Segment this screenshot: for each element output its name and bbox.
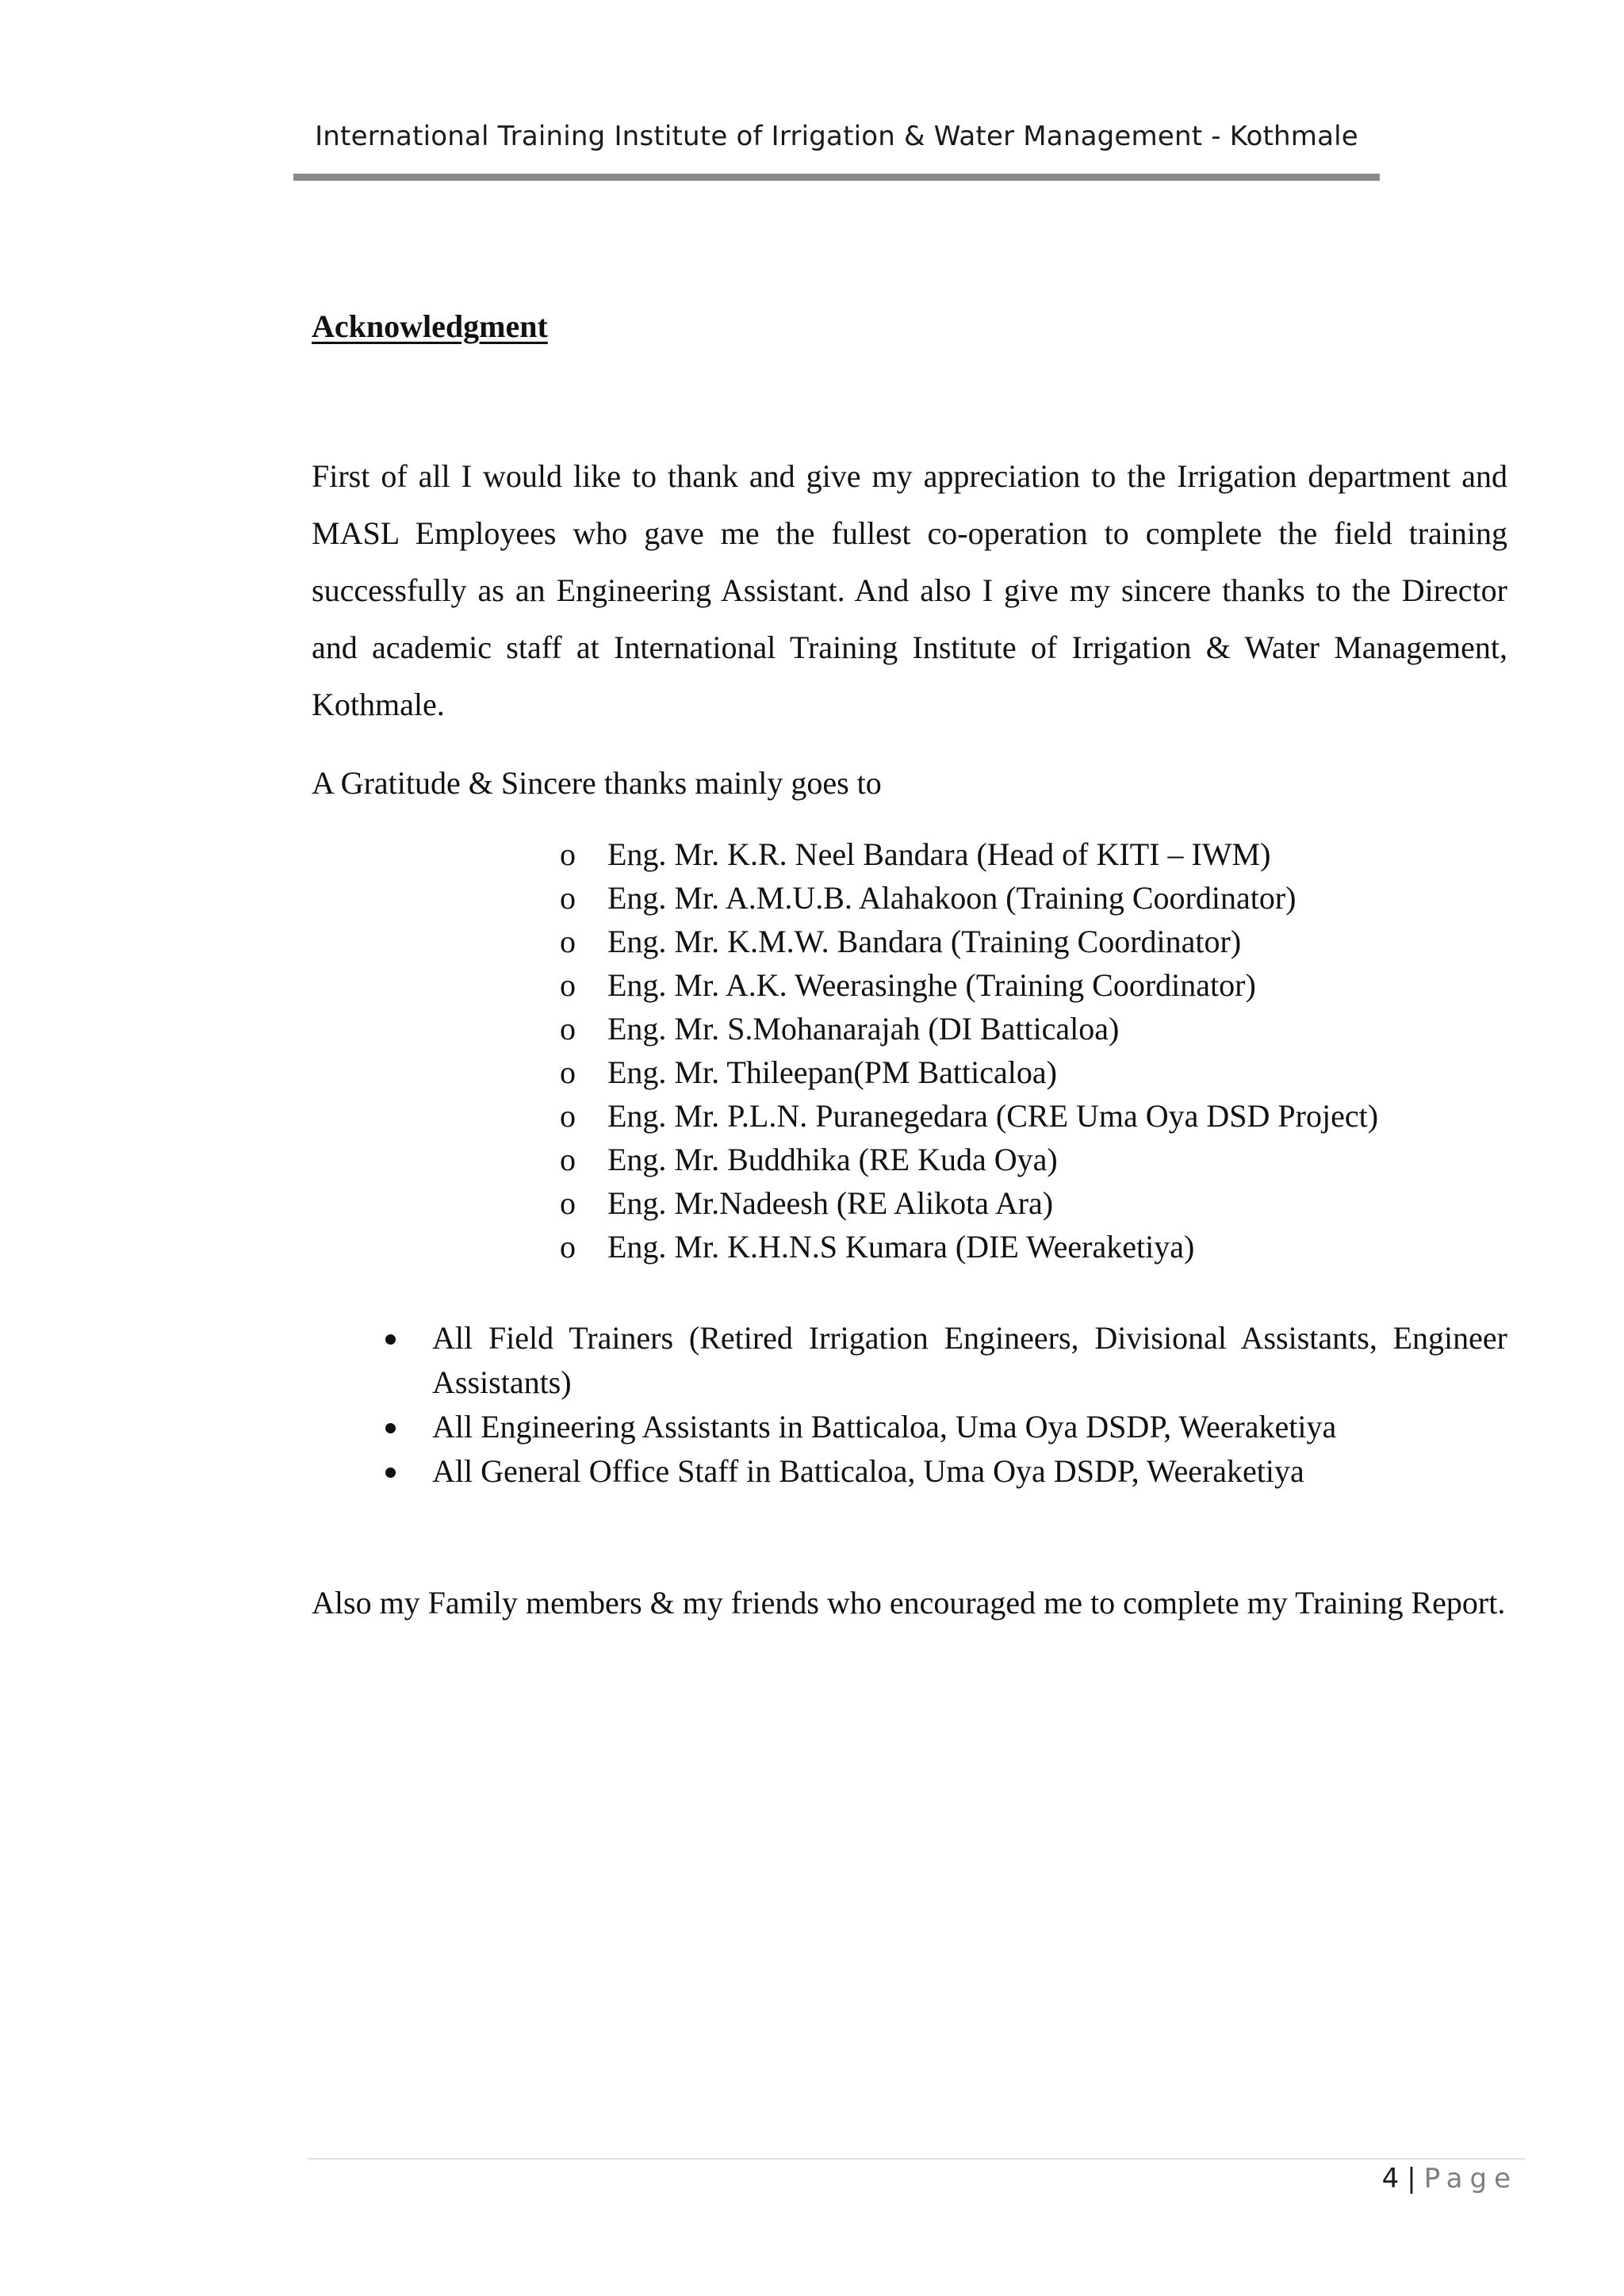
list-item: [560, 1138, 1511, 1181]
list-item-text: All Field Trainers (Retired Irrigation Engineers, Divisional Assistants, Engineer Assistants): [432, 1320, 1507, 1400]
list-item: [381, 1449, 1507, 1494]
list-item: [381, 1405, 1507, 1449]
page-number: [1382, 2163, 1518, 2195]
closing-paragraph: Also my Family members & my friends who encouraged me to complete my Training Report.: [312, 1585, 1506, 1621]
running-header: International Training Institute of Irrigation & Water Management - Kothmale: [315, 121, 1358, 152]
list-item: [560, 963, 1511, 1007]
page-label: Page: [1423, 2163, 1518, 2195]
list-marker: o: [560, 1011, 576, 1047]
list-marker: o: [560, 880, 576, 916]
page-separator: |: [1407, 2163, 1416, 2195]
list-item-text: All General Office Staff in Batticaloa, Uma Oya DSDP, Weeraketiya: [432, 1453, 1304, 1489]
intro-paragraph: First of all I would like to thank and give my appreciation to the Irrigation department and MASL Employees who gave me the fullest co-operation to complete the field training successfully as an Engineering Assistant. And also I give my sincere thanks to the Director and academic staff at International Training Institute of Irrigation & Water Management, Kothmale.: [312, 458, 1507, 722]
list-item: [560, 1181, 1511, 1225]
list-item-text: Eng. Mr. S.Mohanarajah (DI Batticaloa): [607, 1011, 1120, 1047]
list-marker: o: [560, 967, 576, 1003]
list-marker: o: [560, 1054, 576, 1090]
list-marker: o: [560, 1098, 576, 1134]
list-item: [560, 920, 1511, 963]
engineer-list: [560, 832, 1511, 1269]
list-marker: o: [560, 836, 576, 872]
list-item-text: All Engineering Assistants in Batticaloa, Uma Oya DSDP, Weeraketiya: [432, 1409, 1337, 1445]
list-marker: o: [560, 1142, 576, 1177]
list-item: [560, 832, 1511, 876]
list-item-text: Eng. Mr. Buddhika (RE Kuda Oya): [607, 1142, 1058, 1177]
list-marker: o: [560, 924, 576, 959]
gratitude-paragraph: A Gratitude & Sincere thanks mainly goes to: [312, 765, 882, 801]
group-list: [381, 1316, 1507, 1494]
list-item-text: Eng. Mr. K.R. Neel Bandara (Head of KITI – IWM): [607, 836, 1271, 872]
list-item: [560, 1007, 1511, 1050]
list-item-text: Eng. Mr. K.M.W. Bandara (Training Coordinator): [607, 924, 1242, 959]
list-marker: o: [560, 1229, 576, 1265]
list-item-text: Eng. Mr. P.L.N. Puranegedara (CRE Uma Oya DSD Project): [607, 1098, 1379, 1134]
list-item: [560, 1050, 1511, 1094]
list-item-text: Eng. Mr. A.K. Weerasinghe (Training Coordinator): [607, 967, 1256, 1003]
bullet-icon: [385, 1423, 396, 1433]
list-marker: o: [560, 1185, 576, 1221]
list-item: [381, 1316, 1507, 1405]
bullet-icon: [385, 1468, 396, 1478]
section-heading: Acknowledgment: [312, 308, 548, 344]
footer-divider: [308, 2158, 1525, 2160]
page-number-value: 4: [1381, 2163, 1400, 2195]
header-divider: [293, 174, 1380, 181]
bullet-icon: [385, 1334, 396, 1345]
list-item-text: Eng. Mr. Thileepan(PM Batticaloa): [607, 1054, 1057, 1090]
list-item: [560, 1094, 1511, 1138]
list-item-text: Eng. Mr. K.H.N.S Kumara (DIE Weeraketiya): [607, 1229, 1195, 1265]
list-item-text: Eng. Mr.Nadeesh (RE Alikota Ara): [607, 1185, 1054, 1221]
list-item: [560, 1225, 1511, 1269]
list-item-text: Eng. Mr. A.M.U.B. Alahakoon (Training Coordinator): [607, 880, 1297, 916]
list-item: [560, 876, 1511, 920]
